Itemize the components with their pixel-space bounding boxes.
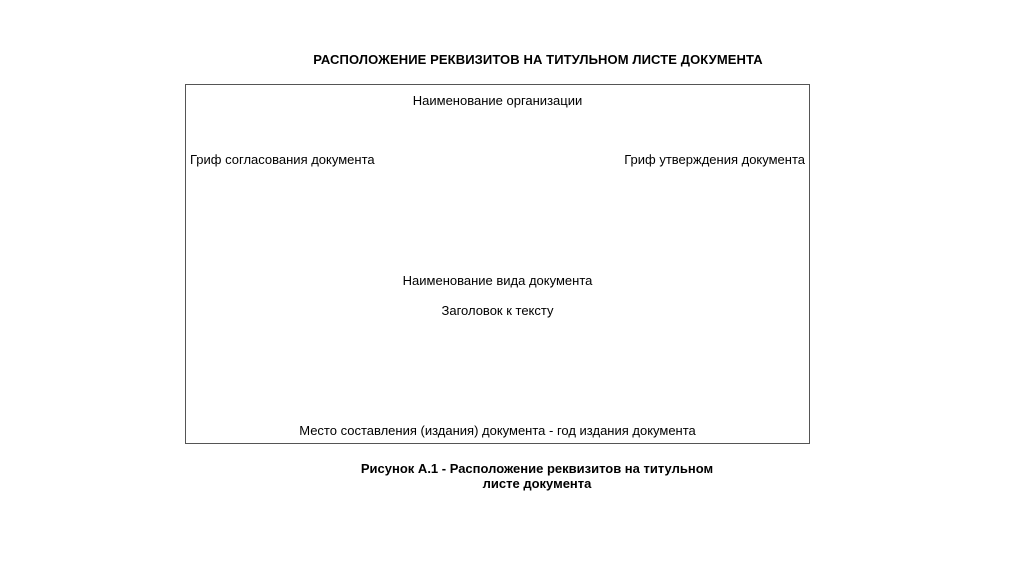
agreement-stamp-label: Гриф согласования документа — [190, 152, 375, 167]
figure-caption-line-1: Рисунок А.1 - Расположение реквизитов на титульном — [360, 461, 714, 476]
text-heading-label: Заголовок к тексту — [441, 303, 554, 318]
figure-caption-line-2: листе документа — [482, 476, 592, 491]
approval-stamp-label: Гриф утверждения документа — [624, 152, 805, 167]
figure-caption — [337, 461, 737, 491]
organization-name-label: Наименование организации — [412, 93, 583, 108]
title-page-frame — [185, 84, 810, 444]
document-type-label: Наименование вида документа — [402, 273, 593, 288]
page-title: РАСПОЛОЖЕНИЕ РЕКВИЗИТОВ НА ТИТУЛЬНОМ ЛИСТЕ ДОКУМЕНТА — [313, 52, 763, 67]
place-and-year-label: Место составления (издания) документа - год издания документа — [299, 423, 696, 438]
